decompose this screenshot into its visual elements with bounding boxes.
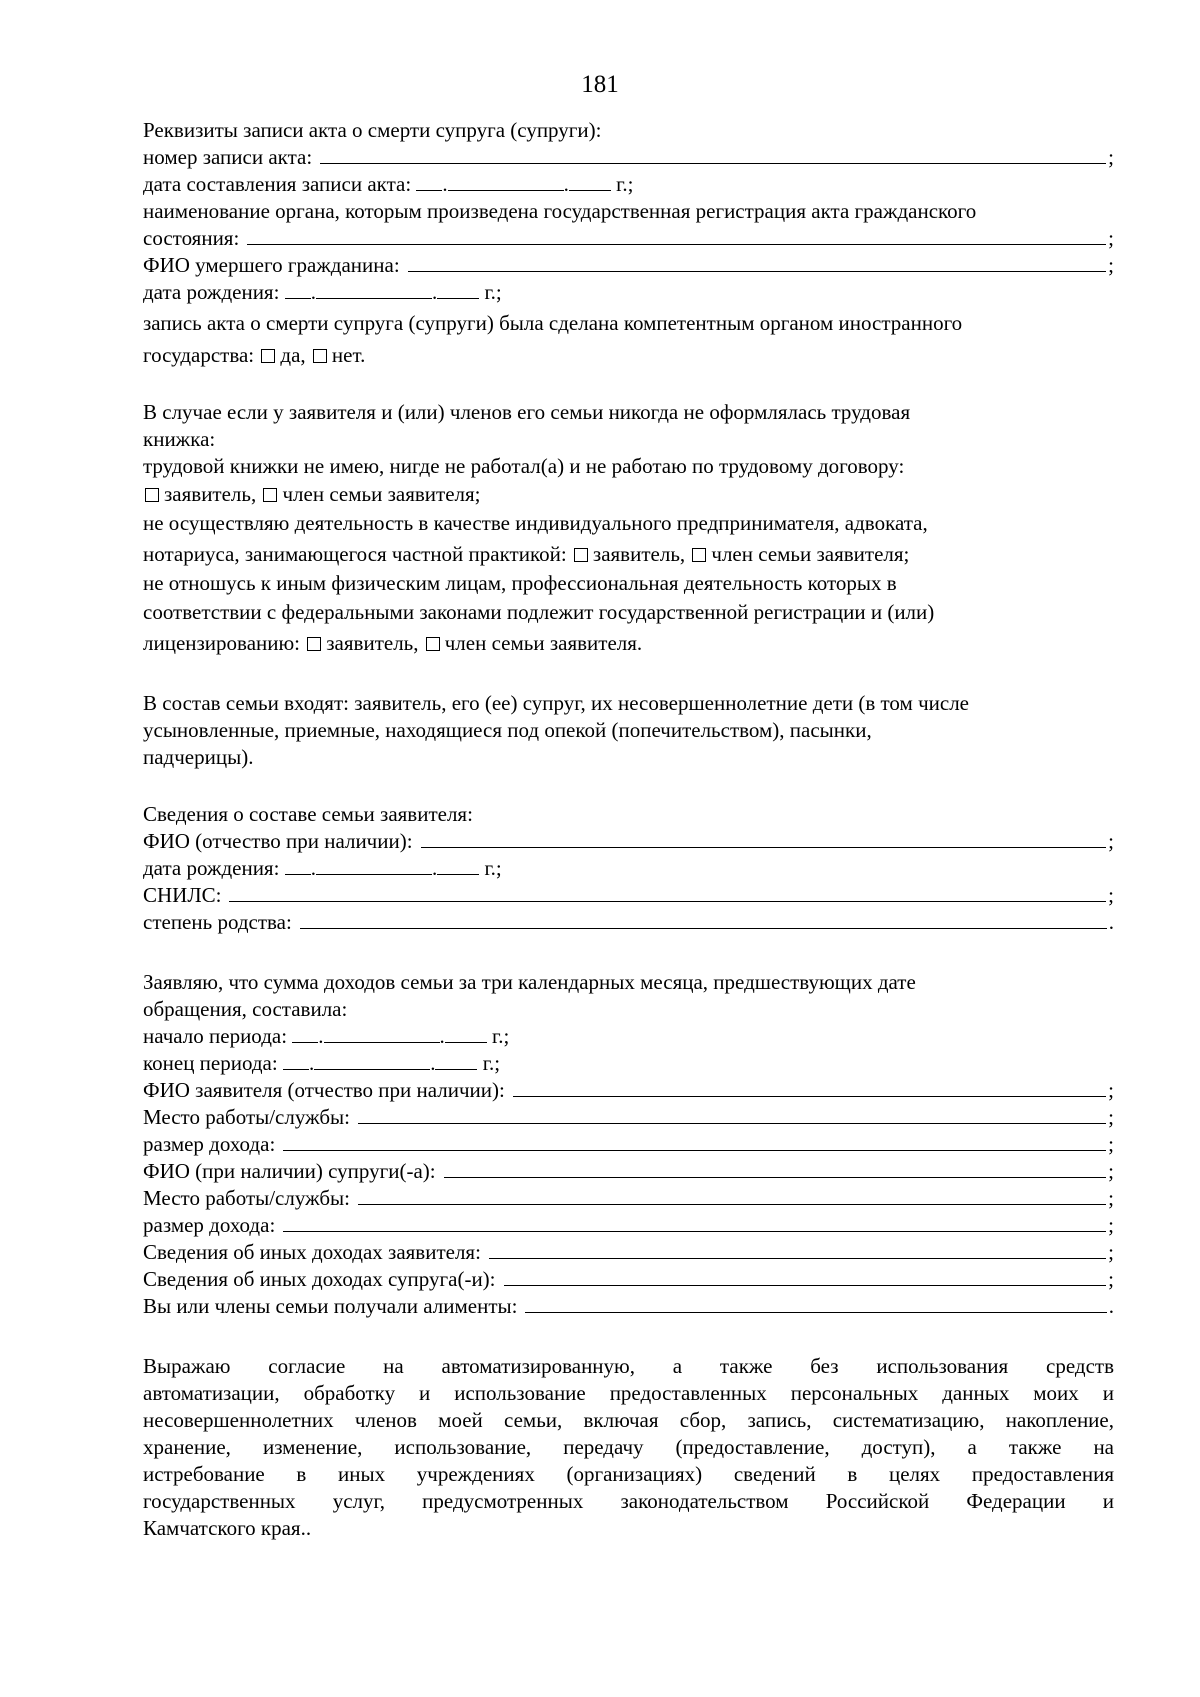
- options-prefix: государства:: [143, 343, 255, 367]
- other-spouse-income-input[interactable]: [504, 1267, 1107, 1286]
- applicant-checkbox[interactable]: [145, 488, 159, 502]
- field-end: .: [1108, 1294, 1114, 1318]
- deceased-name-field: [143, 252, 1114, 279]
- field-end: ;: [1108, 253, 1114, 277]
- alimony-input[interactable]: [525, 1294, 1106, 1313]
- spouse-work-field: [143, 1185, 1114, 1212]
- field-label: Сведения об иных доходах заявителя:: [143, 1240, 481, 1264]
- applicant-income-input[interactable]: [283, 1132, 1106, 1151]
- start-month-input[interactable]: [324, 1024, 440, 1043]
- field-label: Место работы/службы:: [143, 1186, 350, 1210]
- year-suffix: г.;: [484, 856, 502, 880]
- record-date-field: дата составления записи акта: . . г.;: [143, 172, 634, 196]
- spouse-work-input[interactable]: [358, 1186, 1106, 1205]
- field-label: начало периода:: [143, 1024, 288, 1048]
- birth-day-input[interactable]: [285, 856, 311, 875]
- spouse-income-field: [143, 1212, 1114, 1239]
- labor-book-options: [143, 481, 1113, 508]
- birth-year-input[interactable]: [437, 856, 479, 875]
- authority-input[interactable]: [247, 226, 1106, 245]
- birth-month-input[interactable]: [316, 856, 432, 875]
- labor-book-line5: не осуществляю деятельность в качестве индивидуального предпринимателя, адвоката,: [143, 511, 928, 535]
- applicant-income-field: [143, 1131, 1114, 1158]
- field-label: номер записи акта:: [143, 145, 313, 169]
- field-end: ;: [1108, 1105, 1114, 1129]
- field-end: ;: [1108, 883, 1114, 907]
- no-checkbox[interactable]: [313, 349, 327, 363]
- alimony-field: [143, 1293, 1114, 1320]
- year-suffix: г.;: [482, 1051, 501, 1075]
- field-end: ;: [1108, 1267, 1114, 1291]
- income-line2: обращения, составила:: [143, 997, 348, 1021]
- consent-line: истребование в иных учреждениях (организациях) сведений в целях предоставления: [143, 1462, 1114, 1486]
- family-name-input[interactable]: [421, 829, 1107, 848]
- page-number: 181: [581, 71, 619, 98]
- yes-checkbox[interactable]: [261, 349, 275, 363]
- consent-line: хранение, изменение, использование, передачу (предоставление, доступ), а также на: [143, 1435, 1114, 1459]
- field-label: дата составления записи акта:: [143, 172, 412, 196]
- authority-line: наименование органа, которым произведена государственная регистрация акта гражданского: [143, 199, 977, 223]
- consent-line: автоматизации, обработку и использование предоставленных персональных данных моих и: [143, 1381, 1114, 1405]
- applicant-name-input[interactable]: [513, 1078, 1106, 1097]
- consent-line: Выражаю согласие на автоматизированную, а также без использования средств: [143, 1354, 1114, 1378]
- applicant-checkbox[interactable]: [574, 548, 588, 562]
- birth-year-input[interactable]: [437, 280, 479, 299]
- field-label: СНИЛС:: [143, 883, 222, 907]
- no-label: нет.: [331, 343, 366, 367]
- other-spouse-income-field: [143, 1266, 1114, 1293]
- applicant-label: заявитель,: [164, 482, 257, 506]
- applicant-label: заявитель,: [592, 542, 686, 566]
- authority-field: [143, 225, 1114, 252]
- field-end: ;: [1108, 1186, 1114, 1210]
- member-checkbox[interactable]: [692, 548, 706, 562]
- applicant-label: заявитель,: [326, 631, 419, 655]
- field-label: ФИО (при наличии) супруги(-а):: [143, 1159, 436, 1183]
- applicant-checkbox[interactable]: [307, 637, 321, 651]
- family-info-title: Сведения о составе семьи заявителя:: [143, 802, 473, 826]
- field-end: ;: [1108, 1213, 1114, 1237]
- record-year-input[interactable]: [569, 172, 611, 191]
- labor-book-line8: соответствии с федеральными законами подлежит государственной регистрации и (или): [143, 600, 935, 624]
- member-label: член семьи заявителя;: [282, 482, 481, 506]
- period-start-field: начало периода: . . г.;: [143, 1024, 510, 1048]
- labor-book-line3: трудовой книжки не имею, нигде не работал(а) и не работаю по трудовому договору:: [143, 454, 905, 478]
- spouse-name-input[interactable]: [444, 1159, 1107, 1178]
- applicant-name-field: [143, 1077, 1114, 1104]
- snils-field: [143, 882, 1114, 909]
- field-label: дата рождения:: [143, 856, 280, 880]
- field-label: размер дохода:: [143, 1132, 276, 1156]
- field-end: ;: [1108, 1159, 1114, 1183]
- yes-label: да,: [280, 343, 306, 367]
- foreign-options: [143, 342, 1113, 369]
- field-label: размер дохода:: [143, 1213, 276, 1237]
- deceased-name-input[interactable]: [408, 253, 1107, 272]
- family-composition-line1: В состав семьи входят: заявитель, его (ее) супруг, их несовершеннолетние дети (в том числе: [143, 691, 969, 715]
- field-label: состояния:: [143, 226, 240, 250]
- family-birth-field: дата рождения: . . г.;: [143, 856, 502, 880]
- income-line1: Заявляю, что сумма доходов семьи за три календарных месяца, предшествующих дате: [143, 970, 916, 994]
- end-month-input[interactable]: [314, 1051, 430, 1070]
- member-label: член семьи заявителя.: [444, 631, 643, 655]
- consent-line: несовершеннолетних членов моей семьи, включая сбор, запись, систематизацию, накопление,: [143, 1408, 1114, 1432]
- labor-book-line1: В случае если у заявителя и (или) членов его семьи никогда не оформлялась трудовая: [143, 400, 911, 424]
- snils-input[interactable]: [229, 883, 1106, 902]
- relation-field: [143, 909, 1114, 936]
- birth-month-input[interactable]: [316, 280, 432, 299]
- applicant-work-input[interactable]: [358, 1105, 1106, 1124]
- relation-input[interactable]: [300, 910, 1107, 929]
- labor-book-line6: [143, 541, 1113, 568]
- family-name-field: [143, 828, 1114, 855]
- start-year-input[interactable]: [445, 1024, 487, 1043]
- field-label: Сведения об иных доходах супруга(-и):: [143, 1267, 496, 1291]
- line-prefix: лицензированию:: [143, 631, 301, 655]
- field-label: Место работы/службы:: [143, 1105, 350, 1129]
- consent-line: государственных услуг, предусмотренных законодательством Российской Федерации и: [143, 1489, 1114, 1513]
- labor-book-line2: книжка:: [143, 427, 216, 451]
- field-end: ;: [1108, 1240, 1114, 1264]
- year-suffix: г.;: [484, 280, 502, 304]
- year-suffix: г.;: [492, 1024, 510, 1048]
- labor-book-line7: не отношусь к иным физическим лицам, профессиональная деятельность которых в: [143, 571, 897, 595]
- field-label: конец периода:: [143, 1051, 278, 1075]
- period-end-field: конец периода: . . г.;: [143, 1051, 501, 1075]
- family-composition-line3: падчерицы).: [143, 745, 254, 769]
- labor-book-line9: [143, 630, 1113, 657]
- spouse-income-input[interactable]: [283, 1213, 1106, 1232]
- field-end: ;: [1108, 829, 1114, 853]
- member-label: член семьи заявителя;: [711, 542, 910, 566]
- field-end: .: [1108, 910, 1114, 934]
- member-checkbox[interactable]: [426, 637, 440, 651]
- line-prefix: нотариуса, занимающегося частной практикой:: [143, 542, 567, 566]
- record-number-field: [143, 144, 1114, 171]
- foreign-line: запись акта о смерти супруга (супруги) была сделана компетентным органом иностранного: [143, 311, 963, 335]
- deceased-birth-field: дата рождения: . . г.;: [143, 280, 502, 304]
- member-checkbox[interactable]: [263, 488, 277, 502]
- field-end: ;: [1108, 145, 1114, 169]
- end-day-input[interactable]: [283, 1051, 309, 1070]
- other-applicant-income-field: [143, 1239, 1114, 1266]
- family-composition-line2: усыновленные, приемные, находящиеся под опекой (попечительством), пасынки,: [143, 718, 872, 742]
- other-applicant-income-input[interactable]: [489, 1240, 1106, 1259]
- applicant-work-field: [143, 1104, 1114, 1131]
- birth-day-input[interactable]: [285, 280, 311, 299]
- death-record-title: Реквизиты записи акта о смерти супруга (супруги):: [143, 118, 602, 142]
- field-label: Вы или члены семьи получали алименты:: [143, 1294, 518, 1318]
- field-label: дата рождения:: [143, 280, 280, 304]
- spouse-name-field: [143, 1158, 1114, 1185]
- field-end: ;: [1108, 1078, 1114, 1102]
- field-label: ФИО заявителя (отчество при наличии):: [143, 1078, 505, 1102]
- record-number-input[interactable]: [320, 145, 1106, 164]
- record-day-input[interactable]: [416, 172, 442, 191]
- record-month-input[interactable]: [448, 172, 564, 191]
- year-suffix: г.;: [616, 172, 634, 196]
- field-end: ;: [1108, 1132, 1114, 1156]
- end-year-input[interactable]: [435, 1051, 477, 1070]
- start-day-input[interactable]: [292, 1024, 318, 1043]
- consent-line: Камчатского края..: [143, 1516, 312, 1540]
- field-label: степень родства:: [143, 910, 292, 934]
- field-label: ФИО (отчество при наличии):: [143, 829, 413, 853]
- field-end: ;: [1108, 226, 1114, 250]
- field-label: ФИО умершего гражданина:: [143, 253, 400, 277]
